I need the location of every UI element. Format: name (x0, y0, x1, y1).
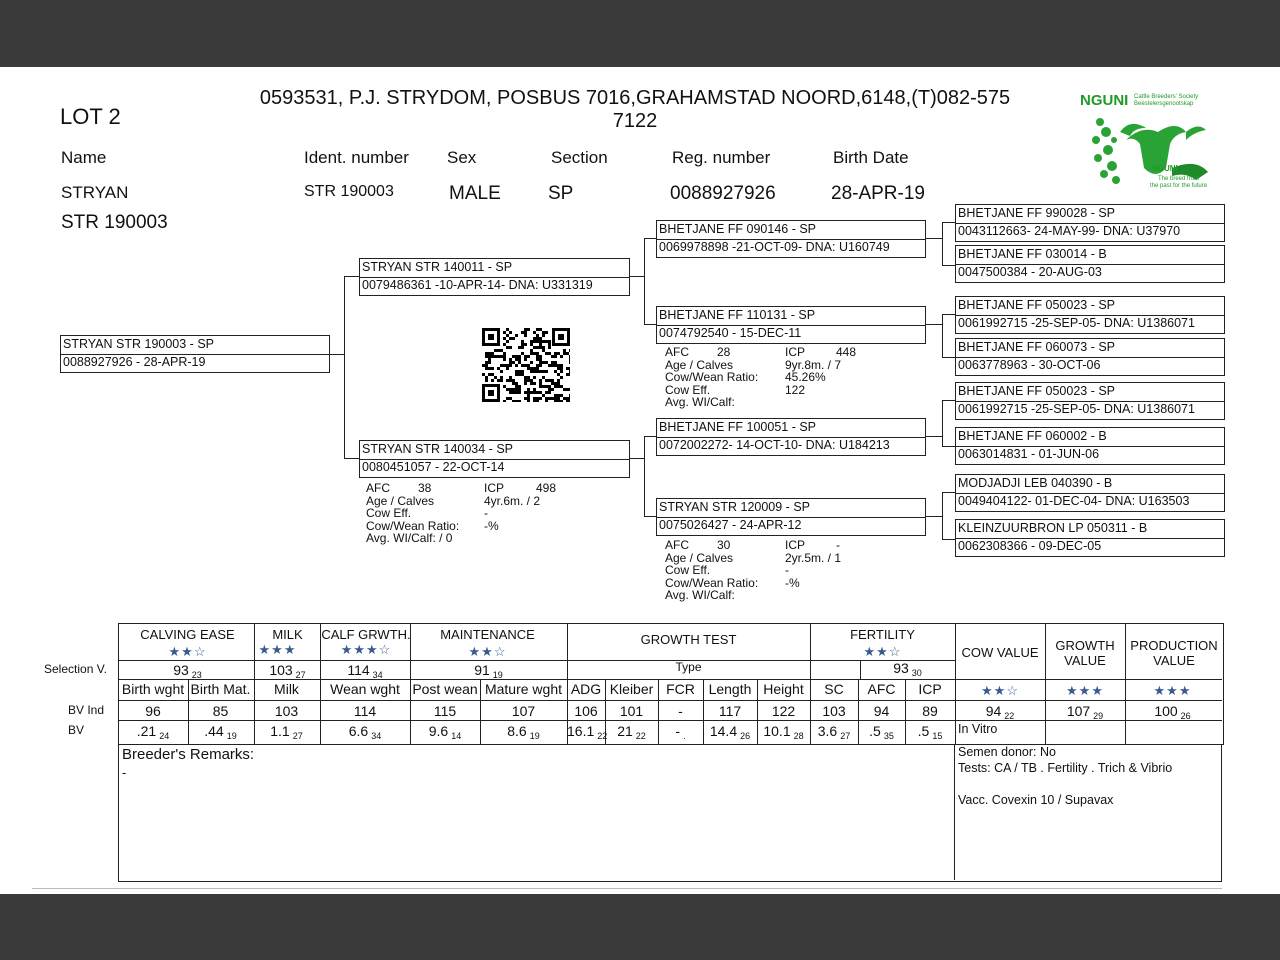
dam-reg: 0080451057 - 22-OCT-14 (362, 460, 505, 474)
selection-fertility: 93 $_{30}$ (893, 660, 922, 678)
dam-name: STRYAN STR 140034 - SP (362, 442, 513, 456)
bv-ind-cell: - (678, 703, 683, 719)
ident-label: Ident. number (304, 148, 409, 167)
connector (629, 458, 644, 459)
in-vitro: In Vitro (958, 722, 998, 736)
dam-dam-reg: 0075026427 - 24-APR-12 (659, 518, 802, 532)
connector (644, 238, 645, 324)
ggp-name: BHETJANE FF 050023 - SP (958, 384, 1116, 398)
table-gridline (118, 660, 955, 661)
stat-afc-value: 28 (717, 345, 731, 359)
bv-ind-cell: 122 (771, 703, 796, 719)
ggp-box-6 (955, 427, 1225, 465)
cow-value-header: COW VALUE (961, 645, 1039, 660)
calving-ease-header: CALVING EASE (140, 627, 235, 642)
stat-icp-value: 498 (536, 481, 557, 495)
bv-ind-cell: 96 (145, 703, 161, 719)
stat-ratio-label: Cow/Wean Ratio: (366, 518, 460, 533)
stat-ratio-label: Cow/Wean Ratio: (665, 370, 759, 384)
maintenance-stars: ★★☆ (468, 644, 507, 659)
nguni-logo (1078, 90, 1213, 196)
ggp-box-3 (955, 296, 1225, 334)
connector (942, 539, 956, 540)
cow-value-stars: ★★☆ (981, 683, 1019, 698)
fertility-stars: ★★☆ (863, 644, 902, 659)
stat-afc-value: 38 (418, 481, 432, 495)
dam-dam-box (656, 498, 926, 536)
calving-ease-stars: ★★☆ (168, 644, 207, 659)
connector (925, 324, 942, 325)
connector (942, 400, 956, 401)
stat-wi-label: Avg. WI/Calf: (665, 395, 735, 409)
ggp-name: BHETJANE FF 060002 - B (958, 429, 1107, 443)
trait-header: Height (763, 681, 804, 697)
growth-value-header-1: GROWTH (1055, 638, 1115, 653)
connector (942, 314, 956, 315)
bv-cell: - $_.$ (675, 723, 686, 741)
bv-cell: 1.1 $_{27}$ (270, 723, 303, 741)
bv-ind-cell: 103 (274, 703, 299, 719)
logo-society-1: Cattle Breeders' Society (1134, 94, 1199, 100)
name-value: STRYAN (61, 183, 129, 202)
connector (344, 458, 360, 459)
ggp-reg: 0061992715 -25-SEP-05- DNA: U1386071 (958, 316, 1195, 330)
trait-header: Milk (274, 681, 299, 697)
vaccinations: Vacc. Covexin 10 / Supavax (958, 793, 1114, 807)
calf-growth-header: CALF GRWTH. (321, 627, 411, 642)
stat-age-label: Age / Calves (665, 550, 734, 565)
connector (344, 276, 360, 277)
bv-ind-cell: 89 (922, 703, 938, 719)
animal-id: STR 190003 (61, 212, 168, 233)
reg-label: Reg. number (672, 148, 771, 167)
selection-calf-growth: 114 $_{34}$ (347, 662, 383, 680)
page-rule (32, 888, 1222, 889)
bv-ind-cell: 85 (212, 703, 229, 719)
connector (942, 222, 956, 223)
stat-afc-value: 30 (717, 538, 731, 552)
bv-ind-cell: 115 (433, 703, 457, 719)
type-label: Type (675, 660, 702, 674)
stat-eff-label: Cow Eff. (366, 506, 412, 520)
stat-afc-label: AFC (665, 345, 689, 359)
bv-cell: 8.6 $_{19}$ (507, 723, 540, 741)
connector (925, 516, 942, 517)
table-gridline (118, 700, 1222, 701)
ggp-name: BHETJANE FF 030014 - B (958, 247, 1107, 261)
stat-wi-label: Avg. WI/Calf: (665, 588, 735, 602)
trait-header: Kleiber (609, 681, 654, 697)
stat-age-value: 2yr.5m. / 1 (785, 550, 842, 565)
bv-ind-cell: 114 (353, 703, 377, 719)
semen-donor: Semen donor: No (958, 745, 1056, 759)
dam-stats (366, 482, 626, 545)
bv-cell: .21 $_{24}$ (136, 723, 170, 741)
logo-badge: NGUNI (1152, 164, 1178, 173)
ggp-name: MODJADJI LEB 040390 - B (958, 476, 1113, 490)
trait-header: Wean wght (330, 681, 400, 697)
lot-label: LOT 2 (60, 104, 121, 129)
sire-box (359, 258, 630, 296)
selection-calving: 93 $_{23}$ (173, 662, 202, 680)
name-label: Name (61, 148, 107, 167)
stat-eff-value: - (785, 563, 789, 577)
growth-test-header: GROWTH TEST (640, 632, 737, 647)
dam-box (359, 440, 630, 478)
dam-sire-box (656, 418, 926, 456)
ggp-box-2 (955, 245, 1225, 283)
stat-ratio-value: -% (785, 575, 800, 590)
maintenance-header: MAINTENANCE (440, 627, 535, 642)
ggp-reg: 0047500384 - 20-AUG-03 (958, 265, 1102, 279)
stat-afc-label: AFC (366, 481, 390, 495)
bv-cell: 6.6 $_{34}$ (348, 723, 382, 741)
remarks-text: - (122, 765, 127, 780)
subject-name: STRYAN STR 190003 - SP (63, 337, 214, 351)
sire-dam-box (656, 306, 926, 344)
dam-sire-name: BHETJANE FF 100051 - SP (659, 420, 817, 434)
cow-value: 94 $_{22}$ (985, 703, 1015, 721)
sire-sire-reg: 0069978898 -21-OCT-09- DNA: U160749 (659, 240, 890, 254)
selection-milk: 103 $_{27}$ (269, 662, 306, 680)
stat-afc-label: AFC (665, 538, 689, 552)
connector (942, 265, 956, 266)
ggp-box-4 (955, 338, 1225, 376)
calf-growth-stars: ★★★☆ (340, 642, 392, 657)
reg-value: 0088927926 (670, 183, 776, 204)
stat-age-value: 4yr.6m. / 2 (484, 493, 541, 508)
connector (925, 436, 942, 437)
stat-eff-label: Cow Eff. (665, 382, 711, 397)
connector (644, 436, 645, 516)
bv-ind-cell: 107 (511, 703, 536, 719)
ggp-reg: 0043112663- 24-MAY-99- DNA: U37970 (958, 224, 1181, 238)
growth-value-stars: ★★★ (1066, 683, 1104, 698)
stat-icp-label: ICP (785, 538, 806, 552)
stat-icp-value: 448 (836, 345, 857, 359)
bv-cell: 10.1 $_{28}$ (763, 723, 804, 741)
dam-dam-stats (665, 539, 925, 602)
stat-age-label: Age / Calves (665, 357, 734, 372)
connector (942, 314, 943, 357)
ggp-name: KLEINZUURBRON LP 050311 - B (958, 521, 1148, 535)
stat-icp-label: ICP (484, 481, 505, 495)
subject-reg: 0088927926 - 28-APR-19 (63, 355, 206, 369)
connector (925, 238, 942, 239)
growth-value: 107 $_{29}$ (1066, 703, 1104, 721)
remarks-label: Breeder's Remarks: (122, 746, 255, 763)
selection-maintenance: 91 $_{19}$ (474, 662, 503, 680)
sire-sire-box (656, 220, 926, 258)
birth-value: 28-APR-19 (831, 183, 925, 204)
selection-label: Selection V. (44, 662, 107, 676)
stat-eff-value: - (484, 506, 488, 520)
ggp-box-7 (955, 474, 1225, 512)
bv-ind-label: BV Ind (68, 703, 105, 717)
sire-dam-name: BHETJANE FF 110131 - SP (659, 308, 816, 322)
bv-cell: 14.4 $_{26}$ (709, 723, 751, 741)
stat-age-value: 9yr.8m. / 7 (785, 357, 842, 372)
connector (629, 276, 644, 277)
connector (942, 446, 956, 447)
trait-header: FCR (666, 681, 695, 697)
connector (942, 357, 956, 358)
ggp-name: BHETJANE FF 050023 - SP (958, 298, 1116, 312)
birth-label: Birth Date (833, 148, 909, 167)
fertility-header: FERTILITY (850, 627, 915, 642)
ggp-reg: 0063778963 - 30-OCT-06 (958, 358, 1101, 372)
trait-header: ICP (918, 681, 942, 697)
stat-age-label: Age / Calves (366, 493, 435, 508)
production-value-header-2: VALUE (1153, 653, 1195, 668)
sire-sire-name: BHETJANE FF 090146 - SP (659, 222, 817, 236)
bv-ind-cell: 94 (873, 703, 890, 719)
stat-ratio-value: 45.26% (785, 370, 826, 384)
logo-society-2: Beestelersgenootskap (1134, 101, 1194, 107)
tests: Tests: CA / TB . Fertility . Trich & Vibrio (958, 761, 1173, 775)
top-dark-bar (0, 0, 1280, 67)
ggp-reg: 0063014831 - 01-JUN-06 (958, 447, 1100, 461)
bv-ind-cell: 101 (619, 703, 644, 719)
connector (942, 492, 943, 539)
remarks-divider (954, 744, 955, 880)
milk-stars: ★★★ (258, 642, 297, 657)
stat-wi-label: Avg. WI/Calf: / 0 (366, 531, 453, 545)
stat-icp-value: - (836, 538, 840, 552)
sire-dam-stats (665, 346, 925, 409)
sex-value: MALE (449, 183, 501, 204)
milk-header: MILK (272, 627, 303, 642)
ggp-name: BHETJANE FF 060073 - SP (958, 340, 1116, 354)
trait-header: Length (708, 681, 752, 697)
connector (942, 222, 943, 265)
dam-dam-name: STRYAN STR 120009 - SP (659, 500, 810, 514)
sire-dam-reg: 0074792540 - 15-DEC-11 (659, 326, 802, 340)
bv-cell: .5 $_{35}$ (869, 723, 894, 741)
trait-header: SC (824, 681, 844, 697)
stat-eff-label: Cow Eff. (665, 563, 711, 577)
bottom-dark-bar (0, 894, 1280, 960)
connector (344, 276, 345, 458)
trait-header: Birth Mat. (190, 681, 251, 697)
ggp-reg: 0061992715 -25-SEP-05- DNA: U1386071 (958, 402, 1195, 416)
bv-ind-cell: 103 (822, 703, 846, 719)
section-label: Section (551, 148, 608, 167)
logo-tag-1: The breed from (1158, 176, 1200, 182)
trait-header: Mature wght (484, 681, 563, 697)
connector (942, 400, 943, 446)
stat-ratio-label: Cow/Wean Ratio: (665, 575, 759, 590)
trait-header: ADG (570, 681, 602, 697)
growth-value-header-2: VALUE (1064, 653, 1106, 668)
stat-ratio-value: -% (484, 518, 499, 533)
bv-label: BV (68, 723, 85, 737)
owner-line-2: 7122 (612, 110, 658, 132)
bv-cell: 16.1 $_{22}$ (567, 723, 608, 741)
production-value-stars: ★★★ (1153, 683, 1192, 698)
dam-sire-reg: 0072002272- 14-OCT-10- DNA: U184213 (659, 438, 890, 452)
stat-eff-value: 122 (785, 382, 806, 397)
connector (329, 354, 344, 355)
bv-cell: .5 $_{15}$ (917, 723, 943, 741)
bv-cell: 9.6 $_{14}$ (428, 723, 462, 741)
production-value-header-1: PRODUCTION (1130, 638, 1218, 653)
trait-header: Post wean (412, 681, 478, 697)
owner-line-1: 0593531, P.J. STRYDOM, POSBUS 7016,GRAHAMSTAD NOORD,6148,(T)082-575 (259, 87, 1011, 109)
section-value: SP (548, 183, 574, 204)
bv-ind-cell: 117 (718, 703, 742, 719)
sire-reg: 0079486361 -10-APR-14- DNA: U331319 (362, 278, 593, 292)
trait-header: AFC (867, 681, 896, 697)
ggp-box-1 (955, 204, 1225, 242)
sire-name: STRYAN STR 140011 - SP (362, 260, 513, 274)
logo-tag-2: the past for the future (1150, 183, 1208, 189)
trait-header: Birth wght (121, 681, 185, 697)
ggp-box-5 (955, 382, 1225, 420)
production-value: 100 $_{26}$ (1154, 703, 1191, 721)
qr-code (482, 328, 570, 402)
stat-icp-label: ICP (785, 345, 806, 359)
subject-box (60, 335, 330, 373)
ident-value: STR 190003 (304, 183, 394, 200)
ggp-box-8 (955, 519, 1225, 557)
ggp-reg: 0049404122- 01-DEC-04- DNA: U163503 (958, 494, 1190, 508)
ggp-name: BHETJANE FF 990028 - SP (958, 206, 1116, 220)
bv-cell: 21 $_{22}$ (617, 723, 646, 741)
bv-ind-cell: 106 (574, 703, 598, 719)
sex-label: Sex (447, 148, 477, 167)
bv-cell: 3.6 $_{27}$ (817, 723, 851, 741)
connector (942, 492, 956, 493)
bv-cell: .44 $_{19}$ (204, 723, 237, 741)
logo-title: NGUNI (1080, 92, 1129, 109)
ggp-reg: 0062308366 - 09-DEC-05 (958, 539, 1102, 553)
